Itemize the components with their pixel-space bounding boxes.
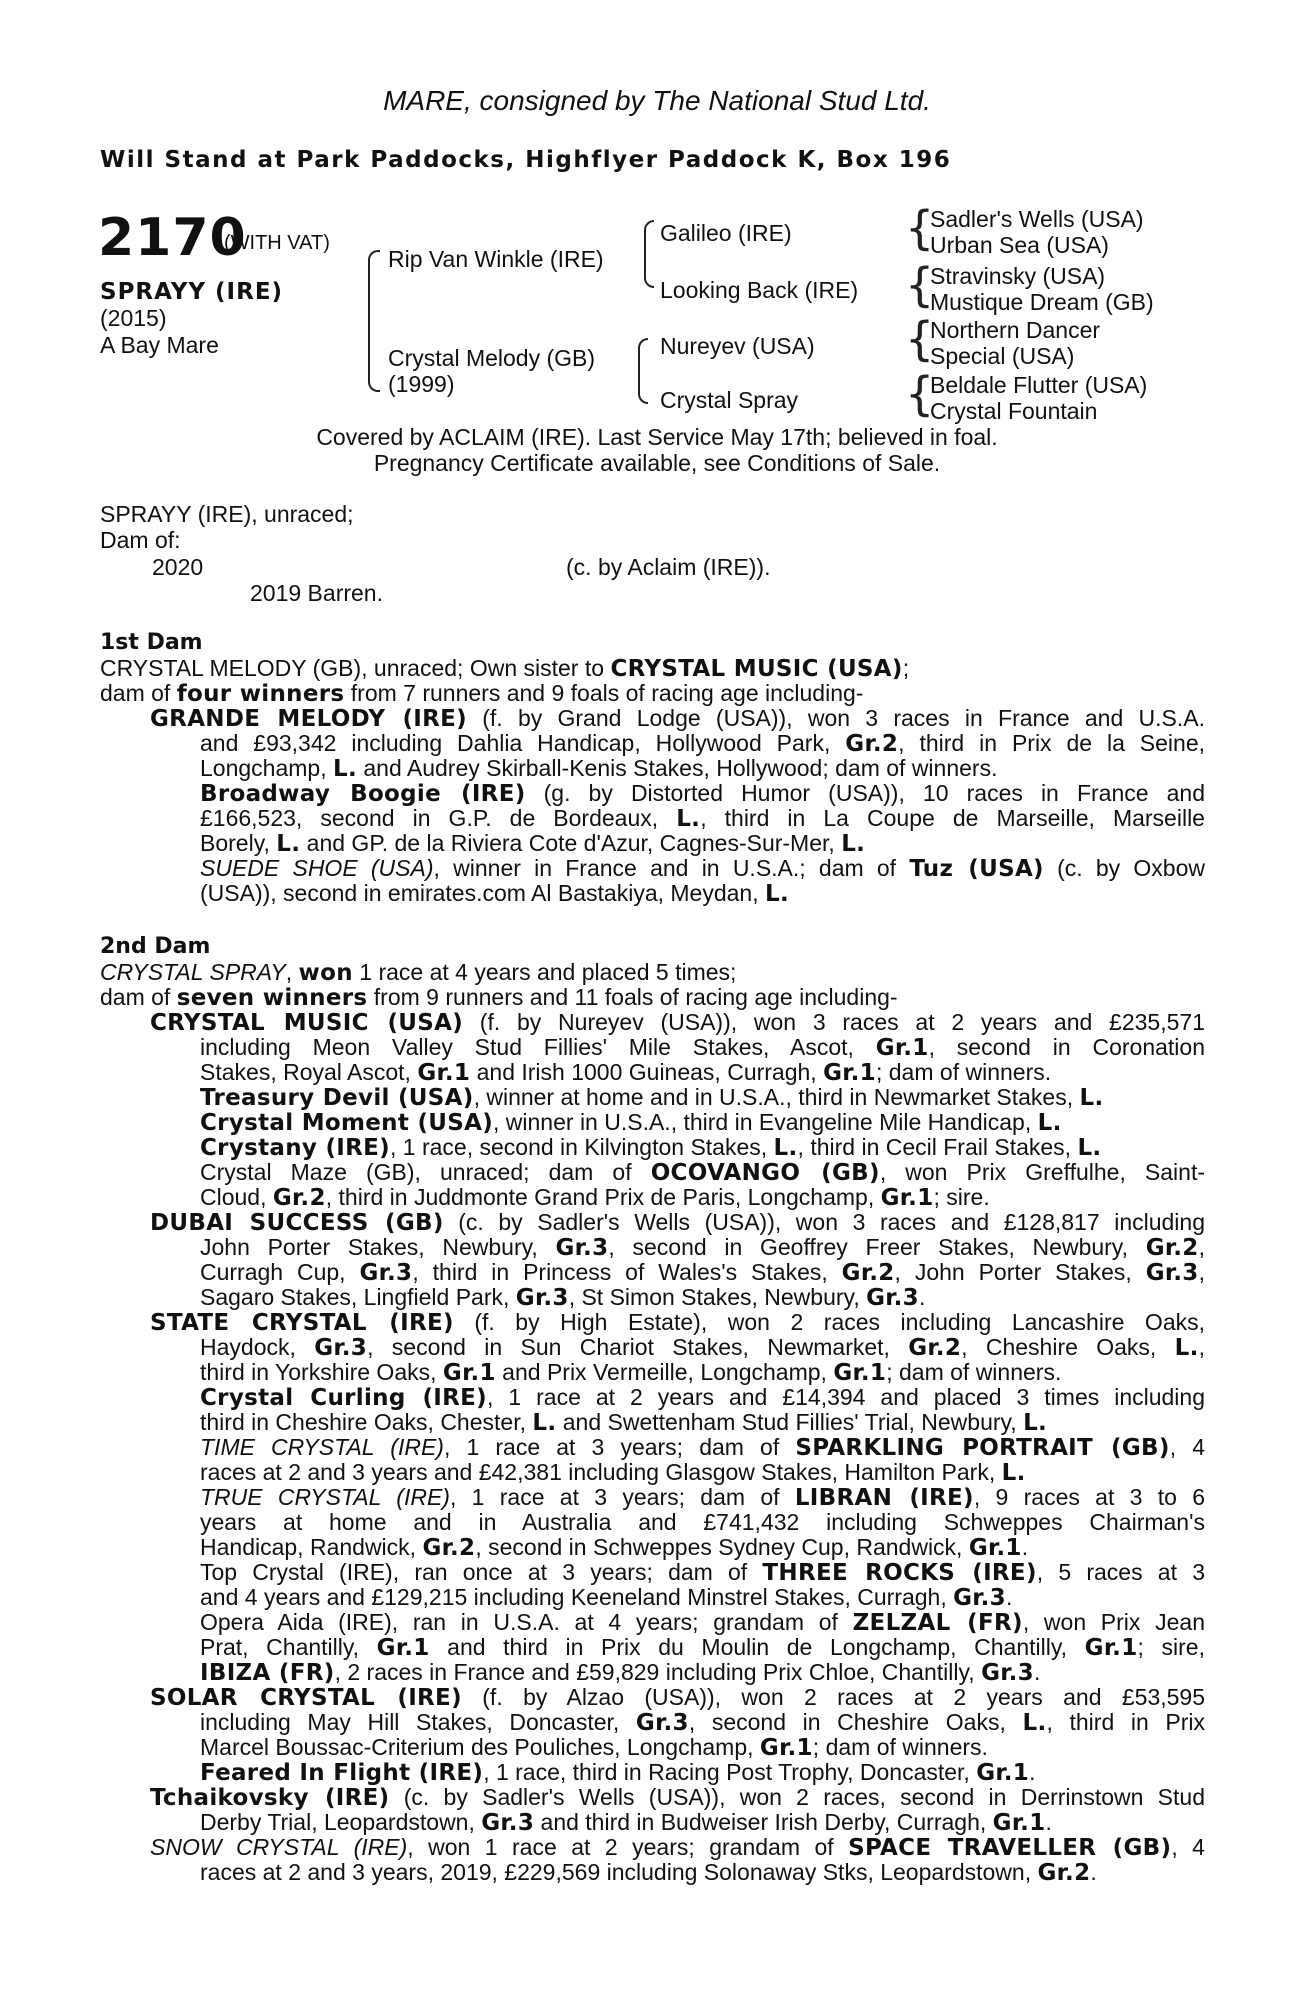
pedigree-text-line: (USA)), second in emirates.com Al Bastakiya, Meydan, L. (200, 880, 789, 907)
pedigree-text-line: CRYSTAL SPRAY, won 1 race at 4 years and placed 5 times; (100, 959, 737, 986)
pedigree-text-line: Feared In Flight (IRE), 1 race, third in Racing Post Trophy, Doncaster, Gr.1. (200, 1759, 1036, 1786)
pedigree-text-line: Broadway Boogie (IRE) (g. by Distorted Humor (USA)), 10 races in France and (200, 780, 1205, 807)
pedigree-text-line: years at home and in Australia and £741,432 including Schweppes Chairman's (200, 1509, 1205, 1535)
pedigree-text-line: and 4 years and £129,215 including Keeneland Minstrel Stakes, Curragh, Gr.3. (200, 1584, 1013, 1611)
pedigree-text-line: Handicap, Randwick, Gr.2, second in Schweppes Sydney Cup, Randwick, Gr.1. (200, 1534, 1029, 1561)
lot-name: SPRAYY (IRE) (100, 279, 284, 305)
pedigree-gs2: Nureyev (USA) (660, 333, 815, 359)
pedigree-brace-gd2: { (905, 367, 935, 421)
pedigree-text-line: races at 2 and 3 years, 2019, £229,569 including Solonaway Stks, Leopardstown, Gr.2. (200, 1859, 1097, 1886)
pedigree-text-line: and £93,342 including Dahlia Handicap, Hollywood Park, Gr.2, third in Prix de la Seine, (200, 730, 1206, 757)
pedigree-text-line: Opera Aida (IRE), ran in U.S.A. at 4 years; grandam of ZELZAL (FR), won Prix Jean (200, 1609, 1205, 1636)
pedigree-text-line: including May Hill Stakes, Doncaster, Gr.3, second in Cheshire Oaks, L., third in Prix (200, 1709, 1205, 1736)
pedigree-text-line: Crystany (IRE), 1 race, second in Kilvington Stakes, L., third in Cecil Frail Stakes, L. (200, 1134, 1102, 1161)
pedigree-ggs3: Northern Dancer (930, 317, 1101, 343)
pedigree-dam: Crystal Melody (GB) (388, 345, 596, 371)
pedigree-text-line: Treasury Devil (USA), winner at home and in U.S.A., third in Newmarket Stakes, L. (200, 1084, 1104, 1111)
pedigree-text-line: Longchamp, L. and Audrey Skirball-Kenis Stakes, Hollywood; dam of winners. (200, 755, 998, 782)
pedigree-text-line: IBIZA (FR), 2 races in France and £59,829 including Prix Chloe, Chantilly, Gr.3. (200, 1659, 1041, 1686)
pedigree-text-line: third in Cheshire Oaks, Chester, L. and Swettenham Stud Fillies' Trial, Newbury, L. (200, 1409, 1048, 1436)
pedigree-text-line: races at 2 and 3 years and £42,381 including Glasgow Stakes, Hamilton Park, L. (200, 1459, 1026, 1486)
first-dam-heading: 1st Dam (100, 630, 203, 655)
pedigree-text-line: SUEDE SHOE (USA), winner in France and in U.S.A.; dam of Tuz (USA) (c. by Oxbow (200, 855, 1205, 882)
pedigree-ggd4: Crystal Fountain (930, 398, 1098, 424)
pedigree-gd2: Crystal Spray (660, 387, 799, 413)
produce-year-2020: 2020 (152, 554, 204, 580)
pedigree-text-line: Curragh Cup, Gr.3, third in Princess of Wales's Stakes, Gr.2, John Porter Stakes, Gr.3, (200, 1259, 1205, 1286)
pedigree-ggd2: Mustique Dream (GB) (930, 289, 1154, 315)
pedigree-text-line: STATE CRYSTAL (IRE) (f. by High Estate), won 2 races including Lancashire Oaks, (150, 1309, 1205, 1336)
produce-note-2020: (c. by Aclaim (IRE)). (566, 554, 771, 580)
pedigree-dam-year: (1999) (388, 371, 455, 397)
page-title: MARE, consigned by The National Stud Ltd. (383, 85, 931, 116)
pedigree-brace-main (368, 250, 380, 392)
pedigree-text-line: CRYSTAL MELODY (GB), unraced; Own sister to CRYSTAL MUSIC (USA); (100, 655, 910, 682)
pedigree-text-line: £166,523, second in G.P. de Bordeaux, L., third in La Coupe de Marseille, Marseille (200, 805, 1205, 832)
pedigree-text-line: Cloud, Gr.2, third in Juddmonte Grand Prix de Paris, Longchamp, Gr.1; sire. (200, 1184, 990, 1211)
pedigree-text-line: Marcel Boussac-Criterium des Pouliches, Longchamp, Gr.1; dam of winners. (200, 1734, 988, 1761)
pedigree-text-line: TRUE CRYSTAL (IRE), 1 race at 3 years; dam of LIBRAN (IRE), 9 races at 3 to 6 (200, 1484, 1206, 1511)
pedigree-text-line: Sagaro Stakes, Lingfield Park, Gr.3, St Simon Stakes, Newbury, Gr.3. (200, 1284, 926, 1311)
pedigree-text-line: Top Crystal (IRE), ran once at 3 years; dam of THREE ROCKS (IRE), 5 races at 3 (200, 1559, 1205, 1586)
pedigree-text-line: Crystal Curling (IRE), 1 race at 2 years and £14,394 and placed 3 times including (200, 1384, 1206, 1411)
pregnancy-note: Pregnancy Certificate available, see Conditions of Sale. (373, 450, 941, 476)
pedigree-text-line: Crystal Maze (GB), unraced; dam of OCOVANGO (GB), won Prix Greffulhe, Saint- (200, 1159, 1206, 1186)
pedigree-gs1: Galileo (IRE) (660, 220, 792, 246)
pedigree-brace-gs2: { (905, 312, 935, 366)
pedigree-text-line: Borely, L. and GP. de la Riviera Cote d'Azur, Cagnes-Sur-Mer, L. (200, 830, 866, 857)
pedigree-ggd1: Urban Sea (USA) (930, 232, 1109, 258)
pedigree-text-line: DUBAI SUCCESS (GB) (c. by Sadler's Wells (USA)), won 3 races and £128,817 including (150, 1209, 1206, 1236)
pedigree-text-line: SOLAR CRYSTAL (IRE) (f. by Alzao (USA)), won 2 races at 2 years and £53,595 (150, 1684, 1205, 1711)
produce-dam-of: Dam of: (100, 527, 181, 553)
second-dam-heading: 2nd Dam (100, 934, 211, 959)
pedigree-text-line: Derby Trial, Leopardstown, Gr.3 and third in Budweiser Irish Derby, Curragh, Gr.1. (200, 1809, 1052, 1836)
pedigree-text-line: dam of seven winners from 9 runners and 11 foals of racing age including- (100, 984, 898, 1011)
pedigree-text-line: CRYSTAL MUSIC (USA) (f. by Nureyev (USA)), won 3 races at 2 years and £235,571 (150, 1009, 1205, 1036)
pedigree-text-line: third in Yorkshire Oaks, Gr.1 and Prix Vermeille, Longchamp, Gr.1; dam of winners. (200, 1359, 1062, 1386)
produce-line: SPRAYY (IRE), unraced; (100, 501, 354, 527)
pedigree-brace-gd1: { (905, 258, 935, 312)
pedigree-text-line: dam of four winners from 7 runners and 9 foals of racing age including- (100, 680, 864, 707)
pedigree-ggd3: Special (USA) (930, 343, 1075, 369)
pedigree-sire: Rip Van Winkle (IRE) (388, 246, 604, 272)
stand-location: Will Stand at Park Paddocks, Highflyer Paddock K, Box 196 (100, 147, 952, 173)
lot-year: (2015) (100, 305, 167, 331)
pedigree-ggs2: Stravinsky (USA) (930, 263, 1106, 289)
pedigree-text-line: Tchaikovsky (IRE) (c. by Sadler's Wells (USA)), won 2 races, second in Derrinstown Stud (150, 1784, 1205, 1811)
pedigree-brace-dam (638, 338, 648, 404)
lot-description: A Bay Mare (100, 332, 219, 358)
pedigree-text-line: Crystal Moment (USA), winner in U.S.A., third in Evangeline Mile Handicap, L. (200, 1109, 1062, 1136)
vat-note: (WITH VAT) (224, 232, 330, 254)
pedigree-text-line: SNOW CRYSTAL (IRE), won 1 race at 2 years; grandam of SPACE TRAVELLER (GB), 4 (150, 1834, 1205, 1861)
pedigree-ggs4: Beldale Flutter (USA) (930, 372, 1148, 398)
pedigree-text-line: GRANDE MELODY (IRE) (f. by Grand Lodge (USA)), won 3 races in France and U.S.A. (150, 705, 1205, 732)
pedigree-text-line: Haydock, Gr.3, second in Sun Chariot Stakes, Newmarket, Gr.2, Cheshire Oaks, L., (200, 1334, 1205, 1361)
cover-note: Covered by ACLAIM (IRE). Last Service May 17th; believed in foal. (316, 424, 998, 450)
pedigree-brace-sire (644, 220, 654, 288)
pedigree-text-line: including Meon Valley Stud Fillies' Mile Stakes, Ascot, Gr.1, second in Coronation (200, 1034, 1205, 1061)
lot-number: 2170 (98, 208, 247, 268)
pedigree-text-line: Stakes, Royal Ascot, Gr.1 and Irish 1000 Guineas, Curragh, Gr.1; dam of winners. (200, 1059, 1052, 1086)
pedigree-text-line: John Porter Stakes, Newbury, Gr.3, second in Geoffrey Freer Stakes, Newbury, Gr.2, (200, 1234, 1205, 1261)
produce-2019: 2019 Barren. (250, 580, 383, 606)
pedigree-brace-gs1: { (905, 201, 935, 255)
pedigree-ggs1: Sadler's Wells (USA) (930, 206, 1144, 232)
pedigree-text-line: TIME CRYSTAL (IRE), 1 race at 3 years; dam of SPARKLING PORTRAIT (GB), 4 (200, 1434, 1205, 1461)
pedigree-text-line: Prat, Chantilly, Gr.1 and third in Prix du Moulin de Longchamp, Chantilly, Gr.1; sire, (200, 1634, 1205, 1661)
pedigree-gd1: Looking Back (IRE) (660, 277, 859, 303)
